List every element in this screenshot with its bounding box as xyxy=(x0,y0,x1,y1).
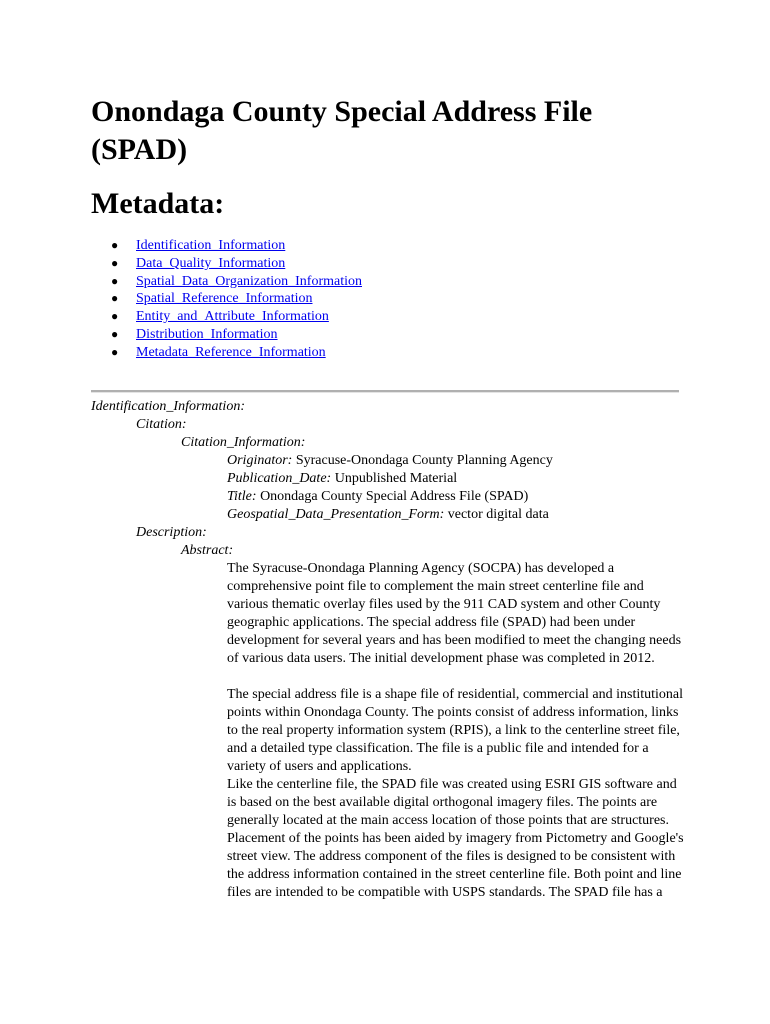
geospatial-form-label: Geospatial_Data_Presentation_Form: xyxy=(227,507,445,522)
originator-row xyxy=(227,452,553,470)
toc-link-entity-and-attribute-information[interactable]: Entity_and_Attribute_Information xyxy=(136,309,329,325)
bullet-icon: ● xyxy=(111,309,119,324)
toc-item xyxy=(91,273,362,291)
toc-link-spatial-reference-information[interactable]: Spatial_Reference_Information xyxy=(136,291,313,307)
publication-date-label: Publication_Date: xyxy=(227,471,332,486)
bullet-icon: ● xyxy=(111,238,119,252)
citation-information-label: Citation_Information: xyxy=(181,435,306,450)
toc-item xyxy=(91,290,362,308)
abstract-label: Abstract: xyxy=(181,543,234,558)
title-value: Onondaga County Special Address File (SPAD) xyxy=(260,489,529,504)
title-row xyxy=(227,488,528,506)
bullet-icon: ● xyxy=(111,273,119,288)
geospatial-form-value: vector digital data xyxy=(447,507,549,522)
citation-label: Citation: xyxy=(136,417,187,432)
table-of-contents xyxy=(91,237,362,362)
originator-label: Originator: xyxy=(227,453,293,468)
description-label: Description: xyxy=(136,525,207,540)
toc-link-data-quality-information[interactable]: Data_Quality_Information xyxy=(136,255,286,271)
bullet-icon: ● xyxy=(111,255,119,270)
toc-item xyxy=(91,344,362,362)
title-label: Title: xyxy=(227,489,257,504)
toc-link-spatial-data-organization-information[interactable]: Spatial_Data_Organization_Information xyxy=(136,273,363,289)
toc-link-distribution-information[interactable]: Distribution_Information xyxy=(136,326,278,342)
identification-label: Identification_Information: xyxy=(91,399,245,414)
abstract-paragraph-1: The Syracuse-Onondaga Planning Agency (SOCPA) has developed a comprehensive point file to complement the main street centerline file and various thematic overlay files used by the 911 CAD system and other County geographic applications. The special address file (SPAD) had been under development for several years and has been modified to meet the changing needs of various data users. The initial development phase was completed in 2012. xyxy=(227,561,682,666)
geospatial-form-row xyxy=(227,506,549,524)
toc-link-metadata-reference-information[interactable]: Metadata_Reference_Information xyxy=(136,344,326,360)
section-divider xyxy=(91,390,679,393)
bullet-icon: ● xyxy=(111,291,119,306)
toc-item xyxy=(91,255,362,273)
toc-item xyxy=(91,237,362,255)
publication-date-value: Unpublished Material xyxy=(334,471,458,486)
bullet-icon: ● xyxy=(111,344,119,359)
document-title: Onondaga County Special Address File (SPAD) xyxy=(91,95,593,166)
toc-item xyxy=(91,326,362,344)
abstract-paragraph-3: Like the centerline file, the SPAD file was created using ESRI GIS software and is based on the best available digital orthogonal imagery files. The points are generally located at the main access location of those points that are structures. Placement of the points has been aided by imagery from Pictometry and Google's street view. The address component of the files is designed to be consistent with the address information contained in the street centerline file. Both point and line files are intended to be compatible with USPS standards. The SPAD file has a xyxy=(227,777,684,900)
bullet-icon: ● xyxy=(111,326,119,341)
toc-item xyxy=(91,308,362,326)
toc-link-identification-information[interactable]: Identification_Information xyxy=(136,238,286,253)
metadata-heading: Metadata: xyxy=(91,187,225,220)
abstract-paragraph-2: The special address file is a shape file of residential, commercial and institutional points within Onondaga County. The points consist of address information, links to the real property information system (RPIS), a link to the centerline street file, and a detailed type classification. The file is a public file and intended for a variety of users and applications. xyxy=(227,687,684,774)
originator-value: Syracuse-Onondaga County Planning Agency xyxy=(295,453,553,468)
publication-date-row xyxy=(227,470,457,488)
